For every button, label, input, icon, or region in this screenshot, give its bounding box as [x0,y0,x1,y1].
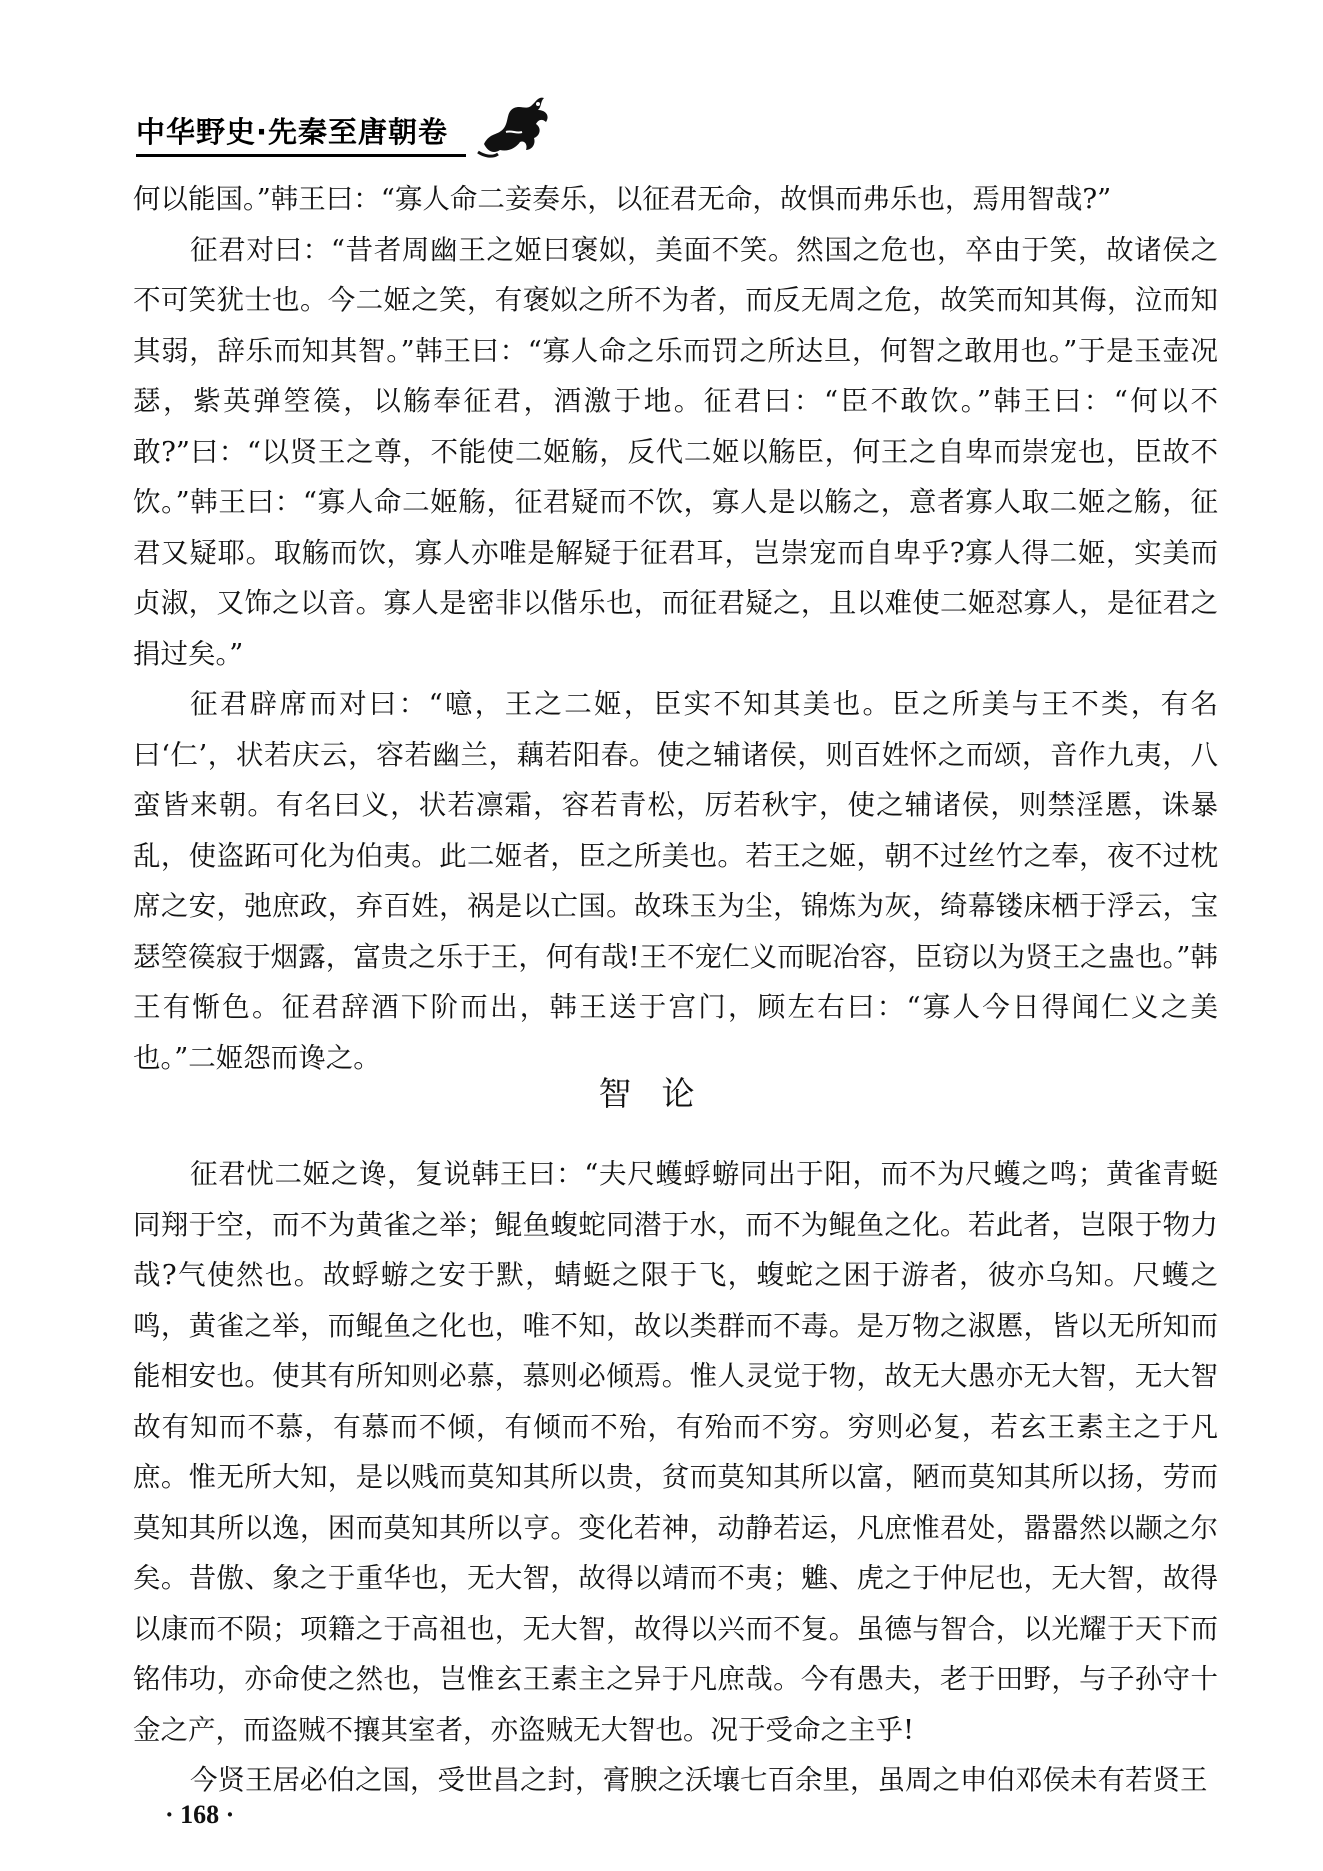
header-rule [136,154,466,157]
paragraph: 征君对曰：“昔者周幽王之姬曰褒姒，美面不笑。然国之危也，卒由于笑，故诸侯之不可笑犹士也。今二姬之笑，有褒姒之所不为者，而反无周之危，故笑而知其侮，泣而知其弱，辞乐而知其智。”韩王曰：“寡人命之乐而罚之所达旦，何智之敢用也。”于是玉壶况瑟，紫英弹箜篌，以觞奉征君，酒激于地。征君曰：“臣不敢饮。”韩王曰：“何以不敢?”曰：“以贤王之尊，不能使二姬觞，反代二姬以觞臣，何王之自卑而崇宠也，臣故不饮。”韩王曰：“寡人命二姬觞，征君疑而不饮，寡人是以觞之，意者寡人取二姬之觞，征君又疑耶。取觞而饮，寡人亦唯是解疑于征君耳，岂崇宠而自卑乎?寡人得二姬，实美而贞淑，又饰之以音。寡人是密非以偕乐也，而征君疑之，且以难使二姬怼寡人，是征君之捐过矣。” [133,233,1218,670]
dragon-logo-icon [476,92,556,162]
section-body-text [133,1149,1218,1806]
section-title: 智论 [598,1074,725,1113]
paragraph: 何以能国。”韩王曰：“寡人命二妾奏乐，以征君无命，故惧而弗乐也，焉用智哉?” [133,183,1112,215]
paragraph: 征君忧二姬之谗，复说韩王曰：“夫尺蠖蜉蝣同出于阳，而不为尺蠖之鸣；黄雀青蜓同翔于空，而不为黄雀之举；鲲鱼蝮蛇同潜于水，而不为鲲鱼之化。若此者，岂限于物力哉?气使然也。故蜉蝣之安于默，蜻蜓之限于飞，蝮蛇之困于游者，彼亦乌知。尺蠖之鸣，黄雀之举，而鲲鱼之化也，唯不知，故以类群而不毒。是万物之淑慝，皆以无所知而能相安也。使其有所知则必慕，慕则必倾焉。惟人灵觉于物，故无大愚亦无大智，无大智故有知而不慕，有慕而不倾，有倾而不殆，有殆而不穷。穷则必复，若玄王素主之于凡庶。惟无所大知，是以贱而莫知其所以贵，贫而莫知其所以富，陋而莫知其所以扬，劳而莫知其所以逸，困而莫知其所以亨。变化若神，动静若运，凡庶惟君处，嚣嚣然以颛之尔矣。昔傲、象之于重华也，无大智，故得以靖而不夷；魋、虎之于仲尼也，无大智，故得以康而不陨；项籍之于高祖也，无大智，故得以兴而不复。虽德与智合，以光耀于天下而铭伟功，亦命使之然也，岂惟玄王素主之异于凡庶哉。今有愚夫，老于田野，与子孙守十金之产，而盗贼不攘其室者，亦盗贼无大智也。况于受命之主乎! [133,1158,1218,1746]
paragraph: 征君辟席而对曰：“噫，王之二姬，臣实不知其美也。臣之所美与王不类，有名曰‘仁’，状若庆云，容若幽兰，藕若阳春。使之辅诸侯，则百姓怀之而颂，音作九夷，八蛮皆来朝。有名曰义，状若凛霜，容若青松，厉若秋宇，使之辅诸侯，则禁淫慝，诛暴乱，使盗跖可化为伯夷。此二姬者，臣之所美也。若王之姬，朝不过丝竹之奉，夜不过枕席之安，弛庶政，弃百姓，祸是以亡国。故珠玉为尘，锦炼为灰，绮幕镂床栖于浮云，宝瑟箜篌寂于烟露，富贵之乐于王，何有哉!王不宠仁义而昵冶容，臣窃以为贤王之蛊也。”韩王有惭色。征君辞酒下阶而出，韩王送于宫门，顾左右曰：“寡人今日得闻仁义之美也。”二姬怨而谗之。 [133,688,1218,1074]
paragraph: 今贤王居必伯之国，受世昌之封，膏腴之沃壤七百余里，虽周之申伯邓侯未有若贤王 [190,1764,1208,1796]
header-title: 中华野史·先秦至唐朝卷 [136,115,449,149]
body-text [133,174,1218,1083]
running-header [136,100,466,166]
page-number: · 168 · [165,1800,235,1829]
